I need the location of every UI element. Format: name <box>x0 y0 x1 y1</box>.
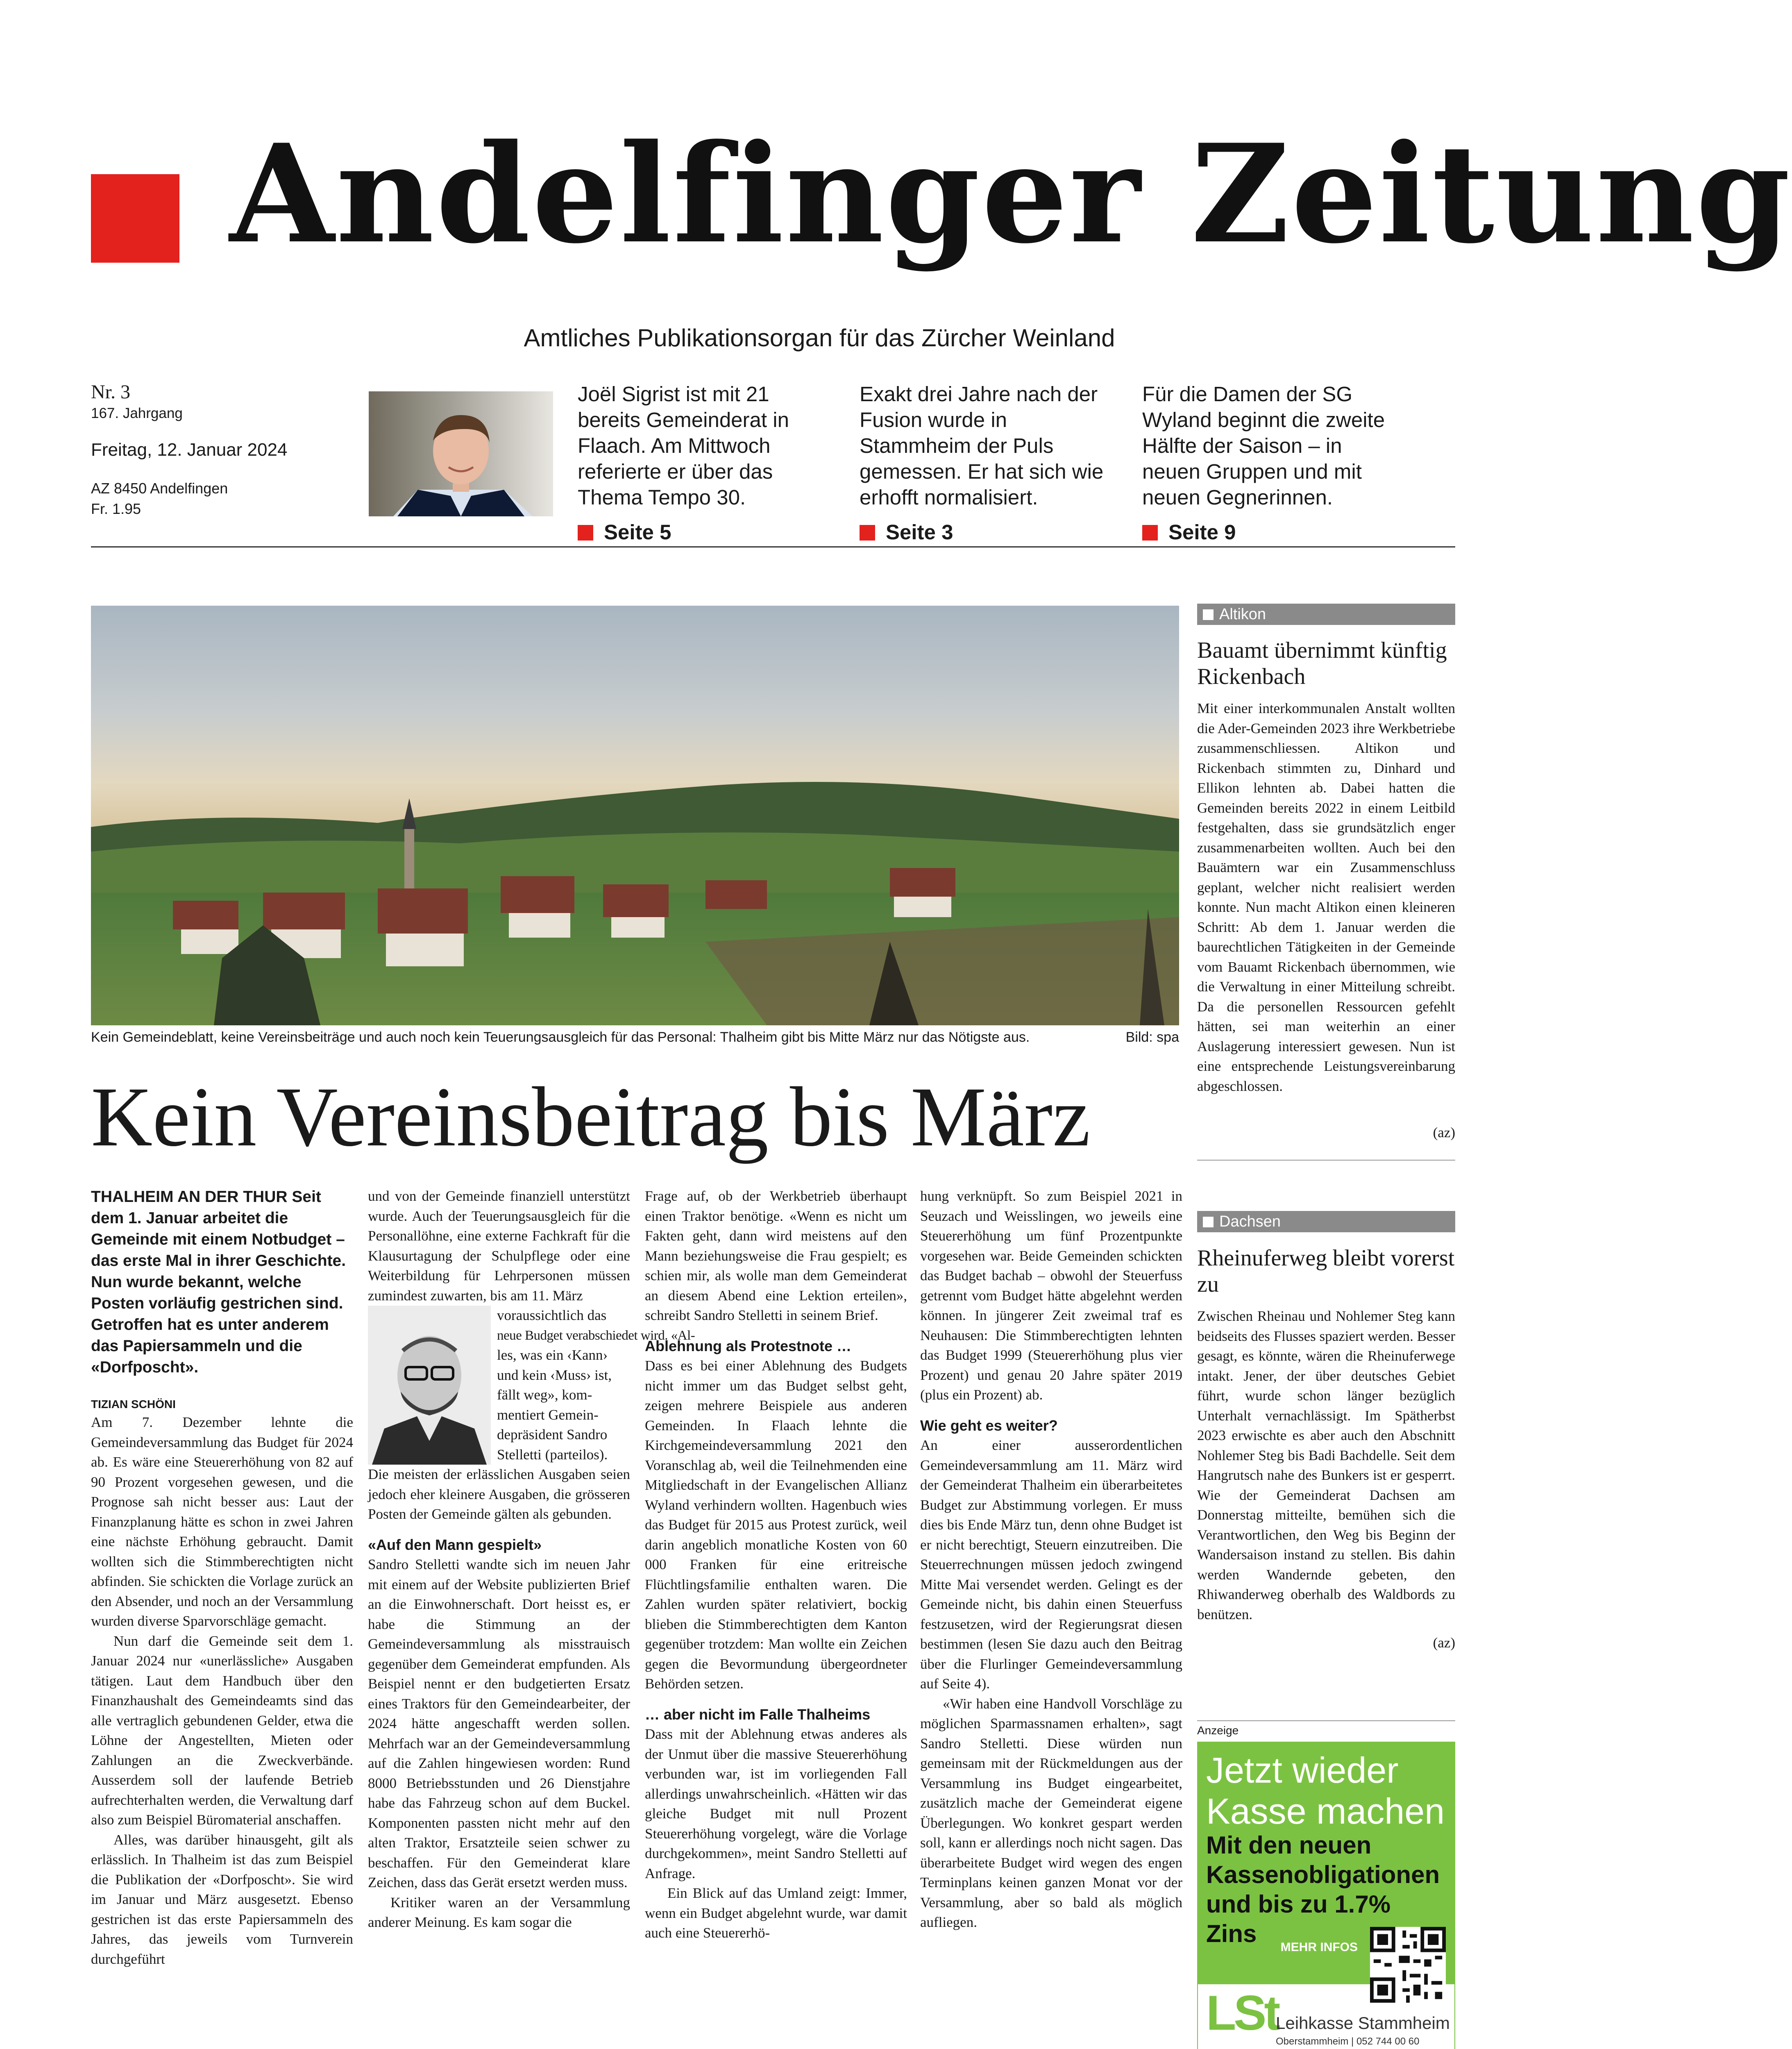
side2-body: Zwischen Rheinau und Nohlemer Steg kann beidseits des Flusses spaziert werden. Besser gesagt, es könnte, wären die Rheinuferwege intakt. Jener, der über deutsches Gebiet führt, wurde schon länger bezüglich Unterhalt vernachlässigt. Im Spätherbst 2023 erwischte es aber auch den Abschnitt Nohlemer Steg bis Badi Bachdelle. Seit dem Hangrutsch nahe des Bunkers ist er gesperrt. Wie der Gemeinderat Dachsen am Donnerstag mitteilte, bemühen sich die Verantwortlichen, den Weg bis Beginn der Wandersaison instand zu stellen. Bis dahin werden Wandernde gebeten, den Rhiwanderweg oberhalb des Waldbords zu benützen. <box>1197 1308 1455 1622</box>
lead-start: Seit <box>292 1188 321 1206</box>
side1-body: Mit einer interkommunalen Anstalt wollten die Ader-Gemeinden 2023 ihre Werkbetriebe zusammenschliessen. Altikon und Rickenbach stimmten zu, Dinhard und Ellikon lehnten ab. Dabei hatten die Gemeinden bereits 2022 in einem Leitbild festgehalten, dass sie grundsätzlich enger zusammenarbeiten wollten. Auch bei den Bauämtern war ein Zusammenschluss geplant, welcher nicht realisiert werden konnte. Nun macht Altikon einen kleineren Schritt: Ab dem 1. Januar werden die baurechtlichen Tätigkeiten in der Gemeinde vom Bauamt Rickenbach übernommen, wie die Verwaltung in einer Mitteilung schreibt. Da die personellen Ressourcen gefehlt hätten, sei man weiterhin an einer Auslagerung interessiert gewesen. Nun ist eine entsprechende Leistungsvereinbarung abgeschlossen. <box>1197 700 1455 1094</box>
teaser-3-link-label: Seite 9 <box>1168 520 1236 544</box>
bank-logo: LSt <box>1206 1985 1278 2040</box>
paragraph: An einer ausserordentlichen Gemeindeversammlung am 11. März wird der Gemeinderat Thalheim ein überarbeitetes Budget zur Abstimmung vorlegen. Er muss dies bis Ende März tun, denn ohne Budget ist er nicht berechtigt, Steuern einzutreiben. Die Steuerrechnungen müssen jedoch zwingend Mitte Mai versendet werden. Gelingt es der Gemeinde nicht, bis dahin einen Steuerfuss festzusetzen, wird der Regierungsrat diesen bestimmen (lesen Sie dazu auch den Beitrag über die Flurlinger Gemeindeversammlung auf Seite 4). <box>920 1437 1182 1692</box>
tag-square-icon <box>1203 609 1214 620</box>
photo-caption: Kein Gemeindeblatt, keine Vereinsbeiträge und auch noch kein Teuerungsausgleich für das Personal: Thalheim gibt bis Mitte März nur das Nötigste aus. <box>91 1029 1030 1045</box>
side2-title: Rheinuferweg bleibt vorerst zu <box>1197 1245 1455 1297</box>
teaser-portrait-photo <box>369 391 553 516</box>
sidebar-divider <box>1197 1160 1455 1161</box>
paragraph: Dass es bei einer Ablehnung des Budgets nicht immer um das Budget selbst geht, zeigen mehrere Beispiele aus anderen Gemeinden. In Flaach lehnte die Kirchgemeindeversammlung 2021 den Voranschlag ab, weil die Teilnehmenden eine Mitgliedschaft in der Evangelischen Allianz Wyland verhindern wollten. Hagenbuch wies das Budget für 2015 aus Protest zurück, weil darin angeblich monatliche Kosten von 60 000 Franken für eine eritreische Flüchtlingsfamilie enthalten waren. Die Zahlen wurden später relativiert, bockig blieben die Stimmberechtigten dem Kanton gegenüber trotzdem: Man wollte ein Zeichen gegen die Bevormundung übergeordneter Behörden setzen. <box>645 1358 907 1692</box>
wrap-line: voraussichtlich das <box>497 1307 607 1323</box>
paragraph: Alles, was darüber hinausgeht, gilt als erlässlich. In Thalheim ist das zum Beispiel die Publikation der «Dorfposcht». Sie wird im Januar und März ausgesetzt. Ebenso gestrichen ist das erste Papiersammeln des Jahres, das jeweils vom Turnverein durchgeführt <box>91 1831 353 1967</box>
section-tag-dachsen <box>1197 1211 1455 1232</box>
article-column-4 <box>920 1186 1182 1933</box>
ad-subline: Mit den neuen Kassenobligationen und bis zu 1.7% Zins <box>1206 1831 1440 1947</box>
subheading: … aber nicht im Falle Thalheims <box>645 1706 871 1723</box>
teaser-1-text: Joël Sigrist ist mit 21 bereits Gemeinderat in Flaach. Am Mittwoch referierte er über das Thema Tempo 30. <box>578 382 789 509</box>
tag-square-icon <box>1203 1217 1214 1227</box>
teaser-2-link[interactable] <box>860 519 1122 545</box>
bullet-square-icon <box>1142 525 1158 541</box>
author: TIZIAN SCHÖNI <box>91 1398 176 1411</box>
paragraph: Kritiker waren an der Versammlung anderer Meinung. Es kam sogar die <box>368 1894 630 1930</box>
paragraph: Dass mit der Ablehnung etwas anderes als der Unmut über die massive Steuererhöhung verbunden war, ist im vorliegenden Fall allerdings unwahrscheinlich. «Hätten wir das gleiche Budget mit null Prozent Steuererhöhung vorgelegt, wäre die Vorlage durchgekommen», meint Sandro Stelletti auf Anfrage. <box>645 1726 907 1881</box>
wrap-line: les, was ein ‹Kann› <box>497 1347 608 1363</box>
wrap-line: Stelletti (parteilos). <box>497 1446 608 1463</box>
issue-year: 167. Jahrgang <box>91 405 183 421</box>
lead-text: dem 1. Januar arbeitet die Gemeinde mit einem Notbudget – das erste Mal in ihrer Geschichte. Nun wurde bekannt, welche Posten vorläufig gestrichen sind. Getroffen hat es unter anderem das Papiersammeln und die «Dorfposcht». <box>91 1209 346 1376</box>
side2-signature: (az) <box>1433 1635 1455 1651</box>
masthead-subtitle: Amtliches Publikationsorgan für das Zürcher Weinland <box>524 324 1115 352</box>
brand-square <box>91 174 179 263</box>
teaser-1-link[interactable] <box>578 519 832 545</box>
ad-headline-2: Kasse machen <box>1206 1791 1445 1831</box>
paragraph: und von der Gemeinde finanziell unterstützt wurde. Auch der Teuerungsausgleich für die Personallöhne, eine externe Fachkraft für die Klausurtagung der Schulpflege oder eine Weiterbildung für Lehrpersonen müssen zumindest zuwarten, bis am 11. März <box>368 1188 630 1304</box>
header-divider <box>91 546 1455 547</box>
bank-name: Leihkasse Stammheim <box>1276 2013 1450 2033</box>
paragraph: Ein Blick auf das Umland zeigt: Immer, wenn ein Budget abgelehnt wurde, war damit auch eine Steuererhö- <box>645 1885 907 1941</box>
tag-label: Dachsen <box>1219 1213 1281 1230</box>
ad-cta[interactable]: MEHR INFOS <box>1280 1940 1358 1954</box>
bullet-square-icon <box>860 525 875 541</box>
wrap-line: mentiert Gemein- <box>497 1406 599 1423</box>
issue-number: Nr. 3 <box>91 381 130 403</box>
paragraph: Am 7. Dezember lehnte die Gemeindeversammlung das Budget für 2024 ab. Es wäre eine Steuererhöhung von 82 auf 90 Prozent vorgesehen gewesen, und die Prognose sah nicht besser aus: Laut der Finanzplanung hätte es schon in zwei Jahren eine nächste Erhöhung gebraucht. Damit wollten sich die Stimmberechtigten nicht abfinden. Sie schickten die Vorlage zurück an den Absender, und noch an der Versammlung wurden diverse Sparvorschläge gemacht. <box>91 1414 353 1629</box>
paragraph: «Wir haben eine Handvoll Vorschläge zu möglichen Sparmassnamen erhalten», sagt Sandro Stelletti. Diese würden nun gemeinsam mit der Rückmeldungen aus der Versammlung ins Budget eingearbeitet, zusätzlich mache der Gemeinderat eigene Überlegungen. Wo konkret gespart werden soll, kann er allerdings noch nicht sagen. Das überarbeitete Budget wird wegen des engen Terminplans keinen ganzen Monat vor der Versammlung, aber so bald als möglich aufliegen. <box>920 1695 1182 1930</box>
tag-label: Altikon <box>1219 606 1266 623</box>
subheading: «Auf den Mann gespielt» <box>368 1536 542 1553</box>
article-column-2 <box>368 1186 695 1933</box>
subheading: Ablehnung als Protestnote … <box>645 1337 852 1354</box>
ad-divider <box>1197 1720 1455 1721</box>
author-portrait-photo <box>368 1306 491 1465</box>
dateline: THALHEIM AN DER THUR <box>91 1188 288 1206</box>
wrap-line: fällt weg», kom- <box>497 1387 592 1403</box>
ad-label: Anzeige <box>1197 1724 1239 1737</box>
wrap-line: und kein ‹Muss› ist, <box>497 1367 612 1383</box>
teaser-2-text: Exakt drei Jahre nach der Fusion wurde in Stammheim der Puls gemessen. Er hat sich wie erhofft normalisiert. <box>860 382 1104 509</box>
teaser-2-link-label: Seite 3 <box>886 520 953 544</box>
headline: Kein Vereinsbeitrag bis März <box>91 1070 1091 1164</box>
teaser-3-link[interactable] <box>1142 519 1404 545</box>
photo-credit: Bild: spa <box>1125 1029 1179 1045</box>
wrap-line: neue Budget verabschiedet wird. «Al- <box>497 1328 695 1343</box>
issue-price: Fr. 1.95 <box>91 500 141 517</box>
teaser-2[interactable] <box>860 381 1122 545</box>
bank-contact: Oberstammheim | 052 744 00 60 <box>1276 2036 1420 2047</box>
teaser-1-link-label: Seite 5 <box>604 520 671 544</box>
masthead-title: Andelfinger Zeitung <box>229 114 1792 273</box>
main-photo-landscape <box>91 606 1179 1025</box>
qr-code-icon[interactable] <box>1370 1927 1446 2003</box>
paragraph: Frage auf, ob der Werkbetrieb überhaupt einen Traktor benötige. «Wenn es nicht um Fakten geht, dann wird meistens auf den Mann beziehungsweise die Frau gespielt; es schien mir, als wolle man dem Gemeinderat an diesem Abend eine Lektion erteilen», schreibt Sandro Stelletti in seinem Brief. <box>645 1188 907 1323</box>
side1-signature: (az) <box>1433 1124 1455 1140</box>
ad-banner[interactable] <box>1197 1742 1455 2049</box>
paragraph: Sandro Stelletti wandte sich im neuen Jahr mit einem auf der Website publizierten Brief an die Einwohnerschaft. Dort heisst es, er habe die Stimmung an der Gemeindeversammlung als misstrauisch gegenüber dem Gemeinderat empfunden. Als Beispiel nennt er den budgetierten Ersatz eines Traktors für den Gemeindearbeiter, der 2024 hätte angeschafft werden sollen. Mehrfach war an der Gemeindeversammlung auf die Zahlen hingewiesen worden: Rund 8000 Betriebsstunden und 26 Dienstjahre habe das Fahrzeug schon auf dem Buckel. Komponenten passten nicht mehr auf den alten Traktor, Ersatzteile seien schwer zu beschaffen. Für den Gemeinderat klare Zeichen, dass das Gerät ersetzt werden muss. <box>368 1556 630 1890</box>
teaser-3-text: Für die Damen der SG Wyland beginnt die zweite Hälfte der Saison – in neuen Gruppen und mit neuen Gegnerinnen. <box>1142 382 1385 509</box>
paragraph: Nun darf die Gemeinde seit dem 1. Januar 2024 nur «unerlässliche» Ausgaben tätigen. Laut dem Handbuch über den Finanzhaushalt des Gemeindeamts sind das alle vertraglich gebundenen Gelder, etwa die Löhne der Angestellten, Mieten oder Zahlungen an die Zweckverbände. Ausserdem soll der laufende Betrieb aufrechterhalten werden, die Verwaltung darf also zum Beispiel Büromaterial anschaffen. <box>91 1633 353 1828</box>
article-column-3 <box>645 1186 907 1943</box>
teaser-1[interactable] <box>578 381 832 545</box>
subheading: Wie geht es weiter? <box>920 1417 1058 1434</box>
bullet-square-icon <box>578 525 593 541</box>
article-column-1 <box>91 1186 353 1969</box>
teaser-3[interactable] <box>1142 381 1404 545</box>
side1-title: Bauamt übernimmt künftig Rickenbach <box>1197 638 1447 689</box>
paragraph: hung verknüpft. So zum Beispiel 2021 in Seuzach und Weisslingen, wo jeweils eine Steuererhöhung um fünf Prozentpunkte vorgesehen war. Beide Gemeinden schickten das Budget bachab – obwohl der Steuerfuss getrennt vom Budget hätte abgelehnt werden können. In jüngerer Zeit zweimal traf es Neuhausen: Die Stimmberechtigten lehnten das Budget 1999 (Steuererhöhung plus vier Prozent) und genau 20 Jahre später 2019 (plus ein Prozent) ab. <box>920 1188 1182 1403</box>
ad-headline-1: Jetzt wieder <box>1206 1750 1399 1790</box>
issue-postal: AZ 8450 Andelfingen <box>91 480 228 497</box>
issue-date: Freitag, 12. Januar 2024 <box>91 440 288 460</box>
paragraph: Die meisten der erlässlichen Ausgaben seien jedoch eher kleinere Ausgaben, die grösseren Posten der Gemeinde gälten als gebunden. <box>368 1466 630 1522</box>
section-tag-altikon <box>1197 604 1455 625</box>
wrap-line: depräsident Sandro <box>497 1427 608 1442</box>
